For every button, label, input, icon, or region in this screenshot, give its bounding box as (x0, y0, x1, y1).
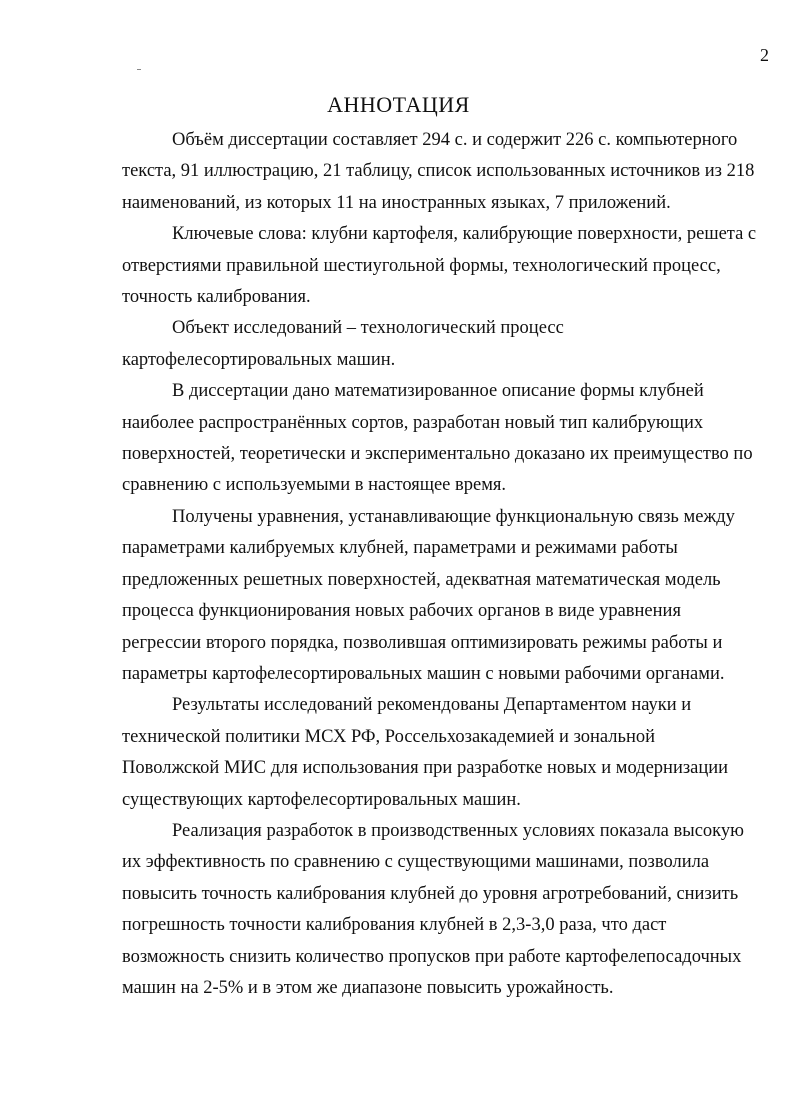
text-line: точность калибрования. (122, 287, 311, 308)
text-line: поверхностей, теоретически и экспериментально доказано их преимущество по (122, 444, 753, 465)
text-line: Объект исследований – технологический процесс (172, 318, 564, 339)
text-line: регрессии второго порядка, позволившая оптимизировать режимы работы и (122, 632, 723, 653)
paragraph-research-object (122, 313, 768, 376)
scan-mark (137, 69, 141, 70)
page-number: 2 (760, 45, 769, 65)
paragraph-recommendations (122, 690, 768, 816)
paragraph-equations (122, 502, 768, 690)
text-line: повысить точность калибрования клубней до уровня агротребований, снизить (122, 883, 739, 904)
paragraph-volume (122, 125, 768, 219)
paragraph-description (122, 376, 768, 502)
text-line: Реализация разработок в производственных условиях показала высокую (172, 820, 744, 841)
text-line: параметры картофелесортировальных машин с новыми рабочими органами. (122, 663, 725, 684)
text-line: В диссертации дано математизированное описание формы клубней (172, 381, 704, 402)
text-line: Получены уравнения, устанавливающие функциональную связь между (172, 506, 735, 527)
text-line: их эффективность по сравнению с существующими машинами, позволила (122, 852, 710, 873)
annotation-body (122, 125, 768, 1004)
text-line: Объём диссертации составляет 294 с. и содержит 226 с. компьютерного (172, 130, 738, 150)
text-line: наиболее распространённых сортов, разработан новый тип калибрующих (122, 412, 704, 433)
text-line: Поволжской МИС для использования при разработке новых и модернизации (122, 758, 729, 779)
text-line: наименований, из которых 11 на иностранных языках, 7 приложений. (122, 192, 671, 213)
text-line: Результаты исследований рекомендованы Департаментом науки и (172, 695, 692, 716)
text-line: возможность снизить количество пропусков при работе картофелепосадочных (122, 946, 742, 967)
text-line: картофелесортировальных машин. (122, 349, 396, 370)
text-line: существующих картофелесортировальных машин. (122, 789, 521, 810)
paragraph-implementation (122, 816, 768, 1004)
text-line: отверстиями правильной шестиугольной формы, технологический процесс, (122, 255, 721, 276)
text-line: параметрами калибруемых клубней, параметрами и режимами работы (122, 538, 678, 559)
text-line: предложенных решетных поверхностей, адекватная математическая модель (122, 569, 721, 590)
text-line: сравнению с используемыми в настоящее время. (122, 475, 507, 496)
paragraph-keywords (122, 219, 768, 313)
page-title: АННОТАЦИЯ (327, 92, 470, 117)
text-line: текста, 91 иллюстрацию, 21 таблицу, список использованных источников из 218 (122, 161, 755, 182)
text-line: технической политики МСХ РФ, Россельхозакадемией и зональной (122, 726, 656, 747)
text-line: погрешность точности калибрования клубней в 2,3-3,0 раза, что даст (122, 915, 667, 936)
text-line: процесса функционирования новых рабочих органов в виде уравнения (122, 601, 681, 622)
text-line: Ключевые слова: клубни картофеля, калибрующие поверхности, решета с (172, 224, 757, 245)
text-line: машин на 2-5% и в этом же диапазоне повысить урожайность. (122, 977, 614, 998)
